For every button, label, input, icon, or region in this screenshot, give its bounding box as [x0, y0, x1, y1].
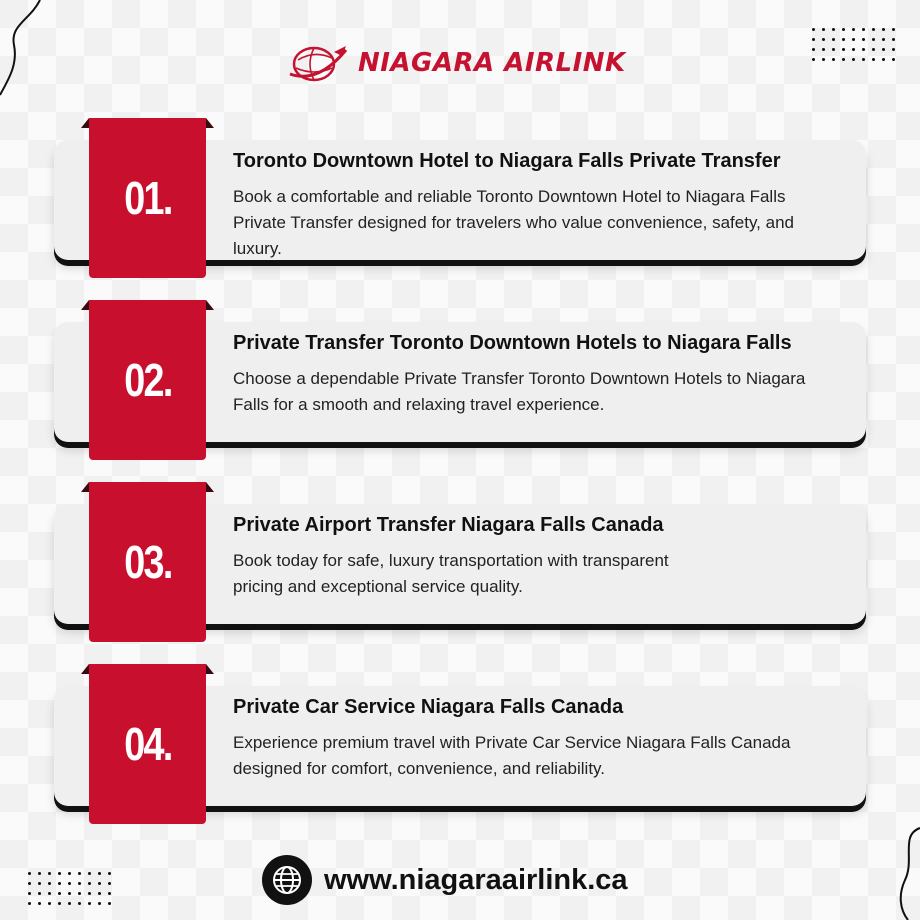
dot [892, 28, 895, 31]
dot [822, 28, 825, 31]
dot [88, 892, 91, 895]
dot [882, 28, 885, 31]
dot [882, 48, 885, 51]
dot [832, 28, 835, 31]
dot [98, 882, 101, 885]
dot [812, 28, 815, 31]
dot [842, 48, 845, 51]
dot [892, 48, 895, 51]
item-description: Experience premium travel with Private Car Service Niagara Falls Canada designed for comfort, convenience, and reliability. [233, 733, 791, 778]
dot [98, 902, 101, 905]
dot [892, 38, 895, 41]
dot [68, 902, 71, 905]
dot [98, 892, 101, 895]
dot [88, 872, 91, 875]
service-card-1 [54, 128, 866, 264]
service-card-3 [54, 492, 866, 628]
dot [38, 872, 41, 875]
number-badge [89, 300, 206, 460]
website-link[interactable]: www.niagaraairlink.ca [324, 863, 628, 896]
dot [832, 58, 835, 61]
item-number: 03. [123, 536, 172, 588]
dot [48, 902, 51, 905]
dot [108, 892, 111, 895]
dot [78, 902, 81, 905]
dot [108, 902, 111, 905]
dot [822, 58, 825, 61]
dot [48, 872, 51, 875]
dot [68, 882, 71, 885]
item-title: Private Airport Transfer Niagara Falls Canada [233, 514, 664, 536]
dot [78, 882, 81, 885]
item-title: Private Car Service Niagara Falls Canada [233, 696, 624, 718]
dot [812, 38, 815, 41]
dot [822, 38, 825, 41]
dot [58, 872, 61, 875]
dot [88, 902, 91, 905]
dot [852, 48, 855, 51]
dot-grid-bottom-left [28, 872, 111, 905]
dot [842, 58, 845, 61]
brand-name: NIAGARA AIRLINK [358, 48, 626, 78]
item-number: 04. [123, 718, 172, 770]
dot [78, 892, 81, 895]
service-card-4 [54, 674, 866, 810]
dot [882, 38, 885, 41]
dot [872, 58, 875, 61]
dot [108, 882, 111, 885]
dot [842, 28, 845, 31]
corner-curve-bottom-right [860, 820, 920, 920]
dot [862, 58, 865, 61]
dot [88, 882, 91, 885]
dot [872, 28, 875, 31]
dot [38, 882, 41, 885]
dot [38, 892, 41, 895]
dot [872, 48, 875, 51]
item-description: Choose a dependable Private Transfer Toronto Downtown Hotels to Niagara Falls for a smooth and relaxing travel experience. [233, 369, 806, 414]
dot [68, 892, 71, 895]
dot [108, 872, 111, 875]
service-card-2 [54, 310, 866, 446]
number-badge [89, 664, 206, 824]
website-footer [262, 854, 628, 906]
dot [872, 38, 875, 41]
item-description: Book today for safe, luxury transportation with transparent pricing and exceptional service quality. [233, 551, 669, 596]
airplane-globe-icon [288, 40, 348, 86]
item-number: 02. [123, 354, 172, 406]
corner-curve-top-left [0, 0, 60, 100]
item-description: Book a comfortable and reliable Toronto Downtown Hotel to Niagara Falls Private Transfer designed for travelers who value convenience, safety, and luxury. [233, 187, 794, 258]
dot [892, 58, 895, 61]
dot [862, 48, 865, 51]
dot [882, 58, 885, 61]
item-title: Private Transfer Toronto Downtown Hotels to Niagara Falls [233, 332, 792, 354]
dot [48, 882, 51, 885]
dot [28, 872, 31, 875]
dot [842, 38, 845, 41]
dot [58, 902, 61, 905]
dot [38, 902, 41, 905]
dot [58, 882, 61, 885]
dot [812, 48, 815, 51]
dot [812, 58, 815, 61]
number-badge [89, 118, 206, 278]
dot [58, 892, 61, 895]
globe-icon [262, 855, 312, 905]
brand-logo [288, 40, 626, 86]
dot [832, 38, 835, 41]
item-number: 01. [123, 172, 172, 224]
dot [98, 872, 101, 875]
dot [28, 902, 31, 905]
dot [832, 48, 835, 51]
dot [862, 28, 865, 31]
number-badge [89, 482, 206, 642]
dot [78, 872, 81, 875]
item-title: Toronto Downtown Hotel to Niagara Falls Private Transfer [233, 150, 781, 172]
dot [48, 892, 51, 895]
dot [852, 28, 855, 31]
dot [852, 38, 855, 41]
dot [28, 892, 31, 895]
dot [822, 48, 825, 51]
dot [852, 58, 855, 61]
dot [68, 872, 71, 875]
dot [862, 38, 865, 41]
dot-grid-top-right [812, 28, 895, 61]
dot [28, 882, 31, 885]
